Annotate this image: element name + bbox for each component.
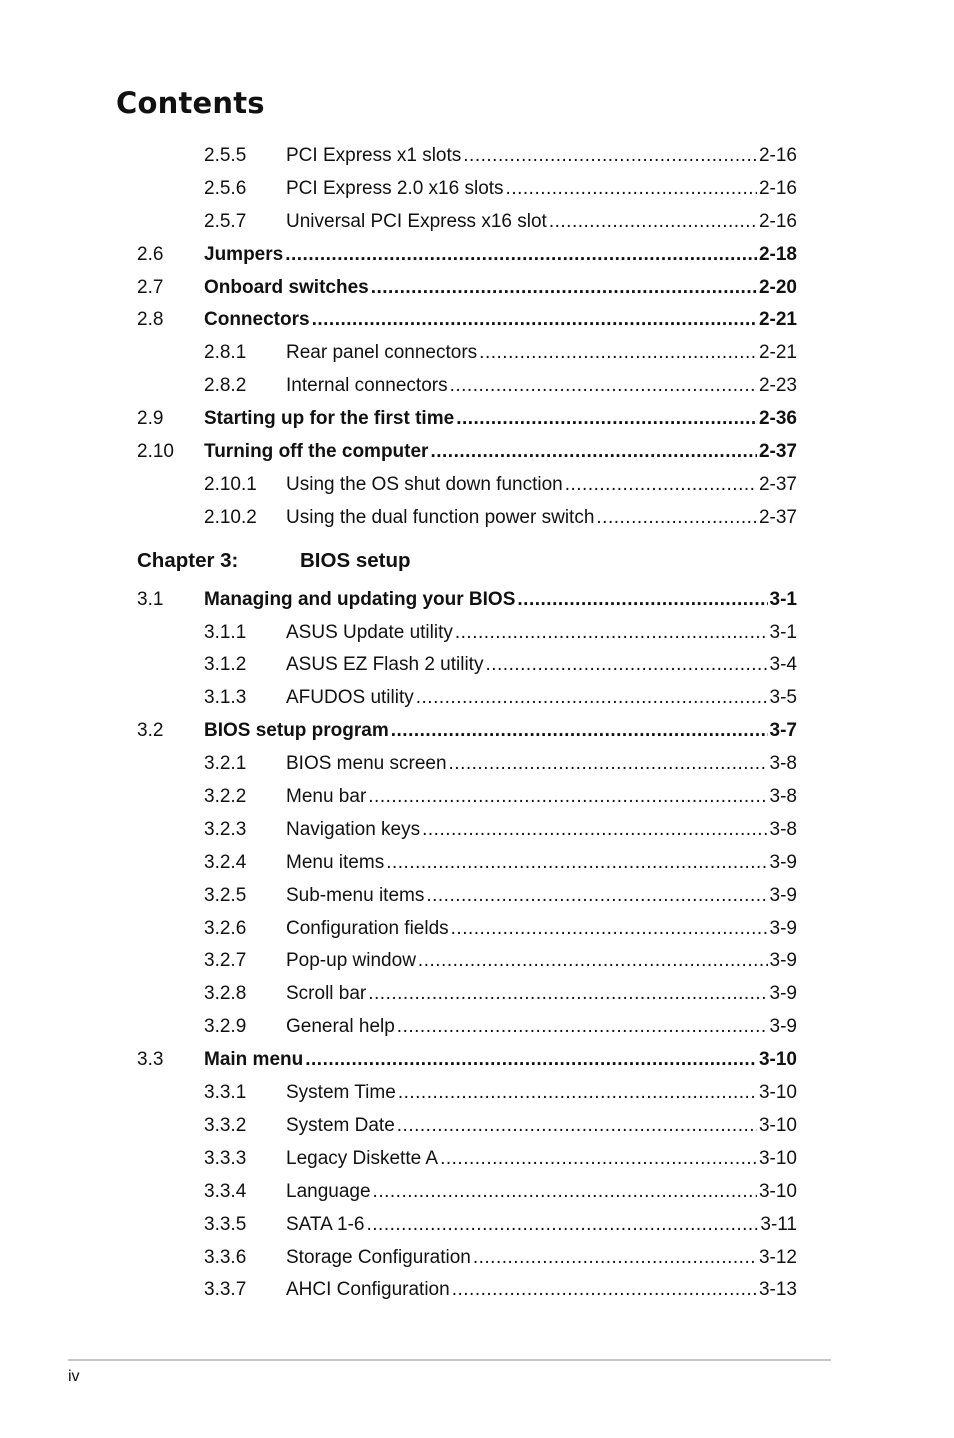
- toc-entry[interactable]: [0, 1077, 954, 1110]
- toc-entry-page: 3-9: [769, 884, 797, 906]
- toc-entry-title: Legacy Diskette A: [286, 1147, 439, 1169]
- toc-entry[interactable]: [0, 403, 954, 436]
- toc-entry-leader: [204, 304, 797, 337]
- toc-entry-number: 3.1.2: [204, 654, 247, 676]
- toc-entry-leader: [286, 370, 797, 403]
- toc-entry-leader: [286, 1176, 797, 1209]
- toc-entry[interactable]: [0, 880, 954, 913]
- toc-entry-leader: [286, 748, 797, 781]
- toc-entry-leader: [286, 469, 797, 502]
- toc-entry-leader: [286, 617, 797, 650]
- toc-entry-page: 2-36: [758, 408, 797, 430]
- toc-entry-number: 3.2.7: [204, 950, 247, 972]
- toc-entry[interactable]: [0, 913, 954, 946]
- dot-leader: [596, 502, 757, 535]
- toc-entry-title: Connectors: [204, 309, 310, 331]
- toc-entry-page: 3-9: [769, 917, 797, 939]
- toc-entry-leader: [286, 1242, 797, 1275]
- toc-entry-page: 3-10: [758, 1114, 797, 1136]
- toc-entry-leader: [286, 781, 797, 814]
- toc-entry-title: AHCI Configuration: [286, 1279, 450, 1301]
- toc-entry-number: 3.3.2: [204, 1114, 247, 1136]
- toc-entry[interactable]: [0, 272, 954, 305]
- toc-entry-number: 2.8: [137, 309, 164, 331]
- toc-entry-page: 2-37: [758, 441, 797, 463]
- toc-entry-title: Storage Configuration: [286, 1246, 471, 1268]
- toc-entry-page: 3-9: [769, 950, 797, 972]
- toc-entry-page: 2-21: [758, 309, 797, 331]
- toc-entry-title: Onboard switches: [204, 276, 369, 298]
- dot-leader: [397, 1011, 768, 1044]
- toc-entry-title: General help: [286, 1016, 395, 1038]
- dot-leader: [440, 1143, 757, 1176]
- dot-leader: [506, 173, 757, 206]
- toc-entry-number: 2.10.2: [204, 506, 257, 528]
- dot-leader: [305, 1044, 757, 1077]
- toc-entry-number: 3.2.1: [204, 753, 247, 775]
- toc-entry-leader: [286, 945, 797, 978]
- toc-entry-page: 3-5: [769, 687, 797, 709]
- dot-leader: [386, 847, 767, 880]
- toc-entry-leader: [286, 140, 797, 173]
- dot-leader: [451, 913, 768, 946]
- toc-entry-title: Managing and updating your BIOS: [204, 588, 516, 610]
- toc-entry[interactable]: [0, 1110, 954, 1143]
- chapter-title: BIOS setup: [300, 548, 411, 572]
- toc-entry-page: 2-16: [758, 177, 797, 199]
- toc-entry-leader: [204, 239, 797, 272]
- toc-entry[interactable]: [0, 436, 954, 469]
- toc-entry-title: Scroll bar: [286, 983, 367, 1005]
- toc-entry-leader: [204, 272, 797, 305]
- dot-leader: [430, 436, 757, 469]
- toc-entry-page: 3-7: [769, 720, 797, 742]
- toc-entry-number: 3.3.1: [204, 1082, 247, 1104]
- toc-entry-leader: [286, 173, 797, 206]
- dot-leader: [371, 272, 757, 305]
- toc-entry-number: 3.3.5: [204, 1213, 247, 1235]
- toc-entry[interactable]: [0, 945, 954, 978]
- toc-entry-number: 2.10: [137, 441, 174, 463]
- toc-entry[interactable]: [0, 1176, 954, 1209]
- footer-divider: [68, 1359, 831, 1361]
- toc-entry-title: Universal PCI Express x16 slot: [286, 210, 547, 232]
- toc-entry-page: 3-1: [769, 621, 797, 643]
- toc-entry-leader: [286, 814, 797, 847]
- toc-entry-page: 3-1: [769, 588, 797, 610]
- toc-entry[interactable]: [0, 1209, 954, 1242]
- toc-entry[interactable]: [0, 715, 954, 748]
- dot-leader: [398, 1077, 757, 1110]
- toc-entry-leader: [204, 436, 797, 469]
- toc-section-chapter-3: [0, 584, 954, 1308]
- toc-entry-page: 2-37: [758, 473, 797, 495]
- toc-entry-page: 3-10: [758, 1049, 797, 1071]
- toc-entry-leader: [286, 1011, 797, 1044]
- dot-leader: [485, 649, 767, 682]
- toc-entry-page: 3-9: [769, 1016, 797, 1038]
- toc-entry-number: 3.2.5: [204, 884, 247, 906]
- toc-entry-leader: [286, 1143, 797, 1176]
- toc-entry[interactable]: [0, 206, 954, 239]
- toc-entry-title: System Time: [286, 1082, 396, 1104]
- toc-entry-leader: [286, 649, 797, 682]
- toc-entry[interactable]: [0, 617, 954, 650]
- toc-entry-number: 3.2.3: [204, 818, 247, 840]
- toc-entry-number: 3.1: [137, 588, 164, 610]
- toc-entry-leader: [204, 715, 797, 748]
- toc-entry-page: 3-9: [769, 983, 797, 1005]
- toc-entry[interactable]: [0, 1044, 954, 1077]
- toc-entry[interactable]: [0, 1143, 954, 1176]
- toc-entry[interactable]: [0, 502, 954, 535]
- toc-entry-title: Menu bar: [286, 786, 367, 808]
- toc-entry-page: 3-9: [769, 851, 797, 873]
- toc-entry-leader: [204, 584, 797, 617]
- toc-entry-title: Language: [286, 1180, 371, 1202]
- toc-entry-title: AFUDOS utility: [286, 687, 414, 709]
- toc-entry-leader: [286, 502, 797, 535]
- toc-entry-page: 3-8: [769, 818, 797, 840]
- toc-entry-page: 2-37: [758, 506, 797, 528]
- dot-leader: [422, 814, 767, 847]
- toc-section-chapter-2: [0, 140, 954, 535]
- toc-entry-page: 2-18: [758, 243, 797, 265]
- toc-entry-title: Navigation keys: [286, 818, 421, 840]
- toc-entry-title: ASUS EZ Flash 2 utility: [286, 654, 484, 676]
- toc-entry[interactable]: [0, 469, 954, 502]
- dot-leader: [517, 584, 767, 617]
- toc-entry[interactable]: [0, 1011, 954, 1044]
- toc-entry-number: 3.3.4: [204, 1180, 247, 1202]
- toc-entry-leader: [286, 1209, 797, 1242]
- dot-leader: [397, 1110, 757, 1143]
- toc-entry-number: 3.2.8: [204, 983, 247, 1005]
- toc-entry-number: 2.8.2: [204, 375, 247, 397]
- dot-leader: [565, 469, 757, 502]
- toc-entry[interactable]: [0, 173, 954, 206]
- toc-entry-page: 2-16: [758, 145, 797, 166]
- dot-leader: [450, 370, 757, 403]
- toc-entry-title: Turning off the computer: [204, 441, 429, 463]
- toc-entry-title: Starting up for the first time: [204, 408, 455, 430]
- toc-entry[interactable]: [0, 584, 954, 617]
- toc-entry-title: SATA 1-6: [286, 1213, 365, 1235]
- dot-leader: [456, 403, 757, 436]
- toc-entry[interactable]: [0, 748, 954, 781]
- toc-entry[interactable]: [0, 781, 954, 814]
- toc-entry-leader: [204, 403, 797, 436]
- dot-leader: [455, 617, 768, 650]
- toc-entry[interactable]: [0, 814, 954, 847]
- toc-entry-number: 2.5.6: [204, 177, 247, 199]
- toc-entry-number: 2.8.1: [204, 342, 247, 364]
- toc-entry-page: 3-8: [769, 753, 797, 775]
- toc-entry-title: Configuration fields: [286, 917, 449, 939]
- toc-entry-number: 2.6: [137, 243, 164, 265]
- toc-entry[interactable]: [0, 682, 954, 715]
- dot-leader: [452, 1274, 757, 1307]
- toc-entry-leader: [286, 978, 797, 1011]
- toc-entry-leader: [286, 847, 797, 880]
- toc-entry-number: 3.3.6: [204, 1246, 247, 1268]
- toc-entry[interactable]: [0, 649, 954, 682]
- toc-entry-title: PCI Express 2.0 x16 slots: [286, 177, 504, 199]
- toc-entry-leader: [286, 337, 797, 370]
- page-title: Contents: [116, 86, 265, 120]
- toc-entry-title: Main menu: [204, 1049, 304, 1071]
- toc-entry-page: 3-13: [758, 1279, 797, 1301]
- dot-leader: [285, 239, 757, 272]
- toc-entry-page: 3-10: [758, 1082, 797, 1104]
- toc-entry-leader: [286, 682, 797, 715]
- toc-entry-leader: [286, 1077, 797, 1110]
- toc-entry-number: 2.10.1: [204, 473, 257, 495]
- toc-entry-number: 3.1.3: [204, 687, 247, 709]
- dot-leader: [549, 206, 757, 239]
- toc-entry-page: 3-4: [769, 654, 797, 676]
- dot-leader: [391, 715, 768, 748]
- toc-entry-number: 3.1.1: [204, 621, 247, 643]
- footer-page-number: iv: [68, 1368, 80, 1385]
- toc-entry-number: 2.5.5: [204, 145, 247, 166]
- toc-entry-title: Menu items: [286, 851, 385, 873]
- dot-leader: [368, 978, 767, 1011]
- toc-entry-title: Using the dual function power switch: [286, 506, 595, 528]
- toc-entry-leader: [286, 913, 797, 946]
- toc-entry-leader: [286, 1274, 797, 1307]
- toc-entry[interactable]: [0, 847, 954, 880]
- toc-entry-leader: [286, 206, 797, 239]
- toc-entry-leader: [204, 1044, 797, 1077]
- toc-entry-number: 3.3.3: [204, 1147, 247, 1169]
- toc-entry-number: 2.7: [137, 276, 164, 298]
- toc-entry[interactable]: [0, 337, 954, 370]
- toc-entry-title: ASUS Update utility: [286, 621, 453, 643]
- chapter-label: Chapter 3:: [137, 548, 239, 572]
- toc-entry-title: PCI Express x1 slots: [286, 145, 462, 166]
- toc-entry-title: Pop-up window: [286, 950, 416, 972]
- toc-entry-number: 3.2.2: [204, 786, 247, 808]
- dot-leader: [463, 140, 757, 173]
- dot-leader: [479, 337, 757, 370]
- toc-entry-title: Using the OS shut down function: [286, 473, 563, 495]
- toc-entry-page: 2-23: [758, 375, 797, 397]
- toc-entry-title: BIOS setup program: [204, 720, 389, 742]
- dot-leader: [426, 880, 767, 913]
- toc-entry-number: 3.3.7: [204, 1279, 247, 1301]
- toc-entry[interactable]: [0, 140, 954, 173]
- toc-entry-title: Internal connectors: [286, 375, 448, 397]
- toc-entry-number: 2.9: [137, 408, 164, 430]
- toc-entry[interactable]: [0, 304, 954, 337]
- dot-leader: [373, 1176, 757, 1209]
- toc-entry-title: System Date: [286, 1114, 395, 1136]
- toc-entry-number: 3.2: [137, 720, 164, 742]
- toc-entry[interactable]: [0, 1242, 954, 1275]
- toc-entry-leader: [286, 1110, 797, 1143]
- toc-entry[interactable]: [0, 239, 954, 272]
- toc-entry-title: Rear panel connectors: [286, 342, 478, 364]
- toc-entry[interactable]: [0, 1274, 954, 1307]
- table-of-contents: [0, 140, 954, 1307]
- toc-entry-page: 3-11: [760, 1213, 797, 1235]
- toc-entry-title: Sub-menu items: [286, 884, 425, 906]
- toc-entry-number: 3.3: [137, 1049, 164, 1071]
- dot-leader: [312, 304, 757, 337]
- toc-entry-number: 3.2.4: [204, 851, 247, 873]
- toc-entry-page: 3-10: [758, 1147, 797, 1169]
- toc-entry-number: 2.5.7: [204, 210, 247, 232]
- toc-entry-page: 2-21: [758, 342, 797, 364]
- toc-entry-page: 2-20: [758, 276, 797, 298]
- toc-entry-number: 3.2.6: [204, 917, 247, 939]
- toc-entry[interactable]: [0, 370, 954, 403]
- toc-entry-number: 3.2.9: [204, 1016, 247, 1038]
- dot-leader: [449, 748, 768, 781]
- toc-entry-leader: [286, 880, 797, 913]
- toc-entry-title: Jumpers: [204, 243, 284, 265]
- dot-leader: [416, 682, 768, 715]
- dot-leader: [473, 1242, 757, 1275]
- dot-leader: [368, 781, 767, 814]
- toc-entry-page: 3-10: [758, 1180, 797, 1202]
- dot-leader: [418, 945, 768, 978]
- toc-entry-page: 2-16: [758, 210, 797, 232]
- toc-entry-page: 3-12: [758, 1246, 797, 1268]
- toc-entry-page: 3-8: [769, 786, 797, 808]
- dot-leader: [367, 1209, 759, 1242]
- toc-entry[interactable]: [0, 978, 954, 1011]
- toc-entry-title: BIOS menu screen: [286, 753, 447, 775]
- chapter-heading: [0, 535, 954, 584]
